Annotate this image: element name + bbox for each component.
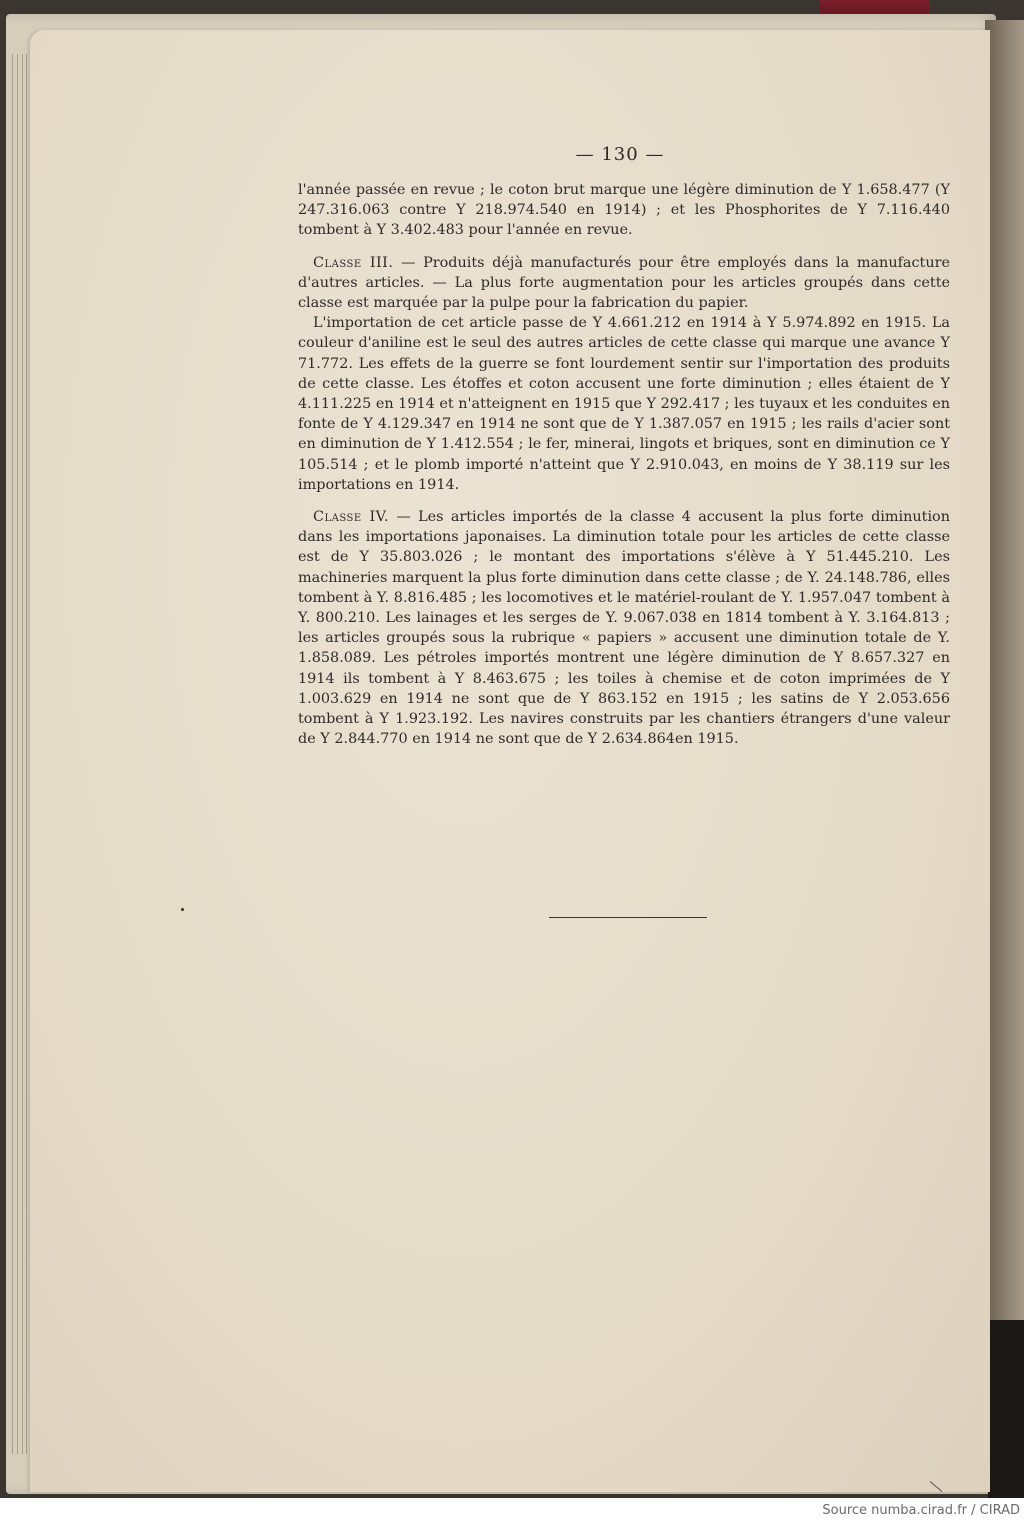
paragraph-text: — Produits déjà manufacturés pour être employés dans la manufacture d'autres articles. — La plus forte augmentation pour les articles groupés dans cette classe est marquée par la pulpe pour la fabrication du papier. (298, 254, 950, 312)
paragraph-cotton-phosphorites (298, 180, 950, 241)
classe-iv-label: Classe IV. (313, 509, 390, 526)
body-text (298, 180, 950, 761)
paragraph-text: — Les articles importés de la classe 4 accusent la plus forte diminution dans les importations japonaises. La diminution totale pour les articles de cette classe est de Y 35.803.026 ; le montant des importations s'élève à Y 51.445.210. Les machineries marquent la plus forte diminution dans cette classe ; de Y. 24.148.786, elles tombent à Y. 8.816.485 ; les locomotives et le matériel-roulant de Y. 1.957.047 tombent à Y. 800.210. Les lainages et les serges de Y. 9.067.038 en 1814 tombent à Y. 3.164.813 ; les articles groupés sous la rubrique « papiers » accusent une diminution totale de Y. 1.858.089. Les pétroles importés montrent une légère diminution de Y 8.657.327 en 1914 ils tombent à Y 8.463.675 ; les toiles à chemise et de coton imprimées de Y 1.003.629 en 1914 ne sont que de Y 863.152 en 1915 ; les satins de Y 2.053.656 tombent à Y 1.923.192. Les navires construits par les chantiers étrangers d'une valeur de Y 2.844.770 en 1914 ne sont que de Y 2.634.864en 1915. (298, 509, 950, 748)
paragraph-importation-pulpe (298, 313, 950, 495)
section-divider (549, 917, 707, 918)
page-edge-line (17, 54, 18, 1454)
ink-speck (181, 908, 184, 911)
page-edge-line (12, 54, 13, 1454)
paragraph-text: L'importation de cet article passe de Y 4.661.212 en 1914 à Y 5.974.892 en 1915. La couleur d'aniline est le seul des autres articles de cette classe qui marque une avance Y 71.772. Les effets de la guerre se font lourdement sentir sur l'importation des produits de cette classe. Les étoffes et coton accusent une forte diminution ; elles étaient de Y 4.111.225 en 1914 et n'atteignent en 1915 que Y 292.417 ; les tuyaux et les conduites en fonte de Y 4.129.347 en 1914 ne sont que de Y 1.387.057 en 1915 ; les rails d'acier sont en diminution de Y 1.412.554 ; le fer, minerai, lingots et briques, sont en diminution ce Y 105.514 ; et le plomb importé n'atteint que Y 2.910.043, en moins de Y 38.119 sur les importations en 1914. (298, 315, 950, 493)
binding-edge-dark (988, 1320, 1024, 1498)
binding-edge (985, 20, 1024, 1320)
paragraph-classe-iii (298, 253, 950, 314)
page-number: — 130 — (575, 144, 665, 165)
paragraph-classe-iv (298, 507, 950, 749)
page-edge-line (26, 54, 27, 1454)
source-credit: Source numba.cirad.fr / CIRAD (822, 1503, 1020, 1518)
page-edge-line (22, 54, 23, 1454)
classe-iii-label: Classe III. (313, 254, 394, 271)
paragraph-text: l'année passée en revue ; le coton brut marque une légère diminution de Y 1.658.477 (Y 247.316.063 contre Y 218.974.540 en 1914) ; et les Phosphorites de Y 7.116.440 tombent à Y 3.402.483 pour l'année en revue. (298, 182, 950, 239)
